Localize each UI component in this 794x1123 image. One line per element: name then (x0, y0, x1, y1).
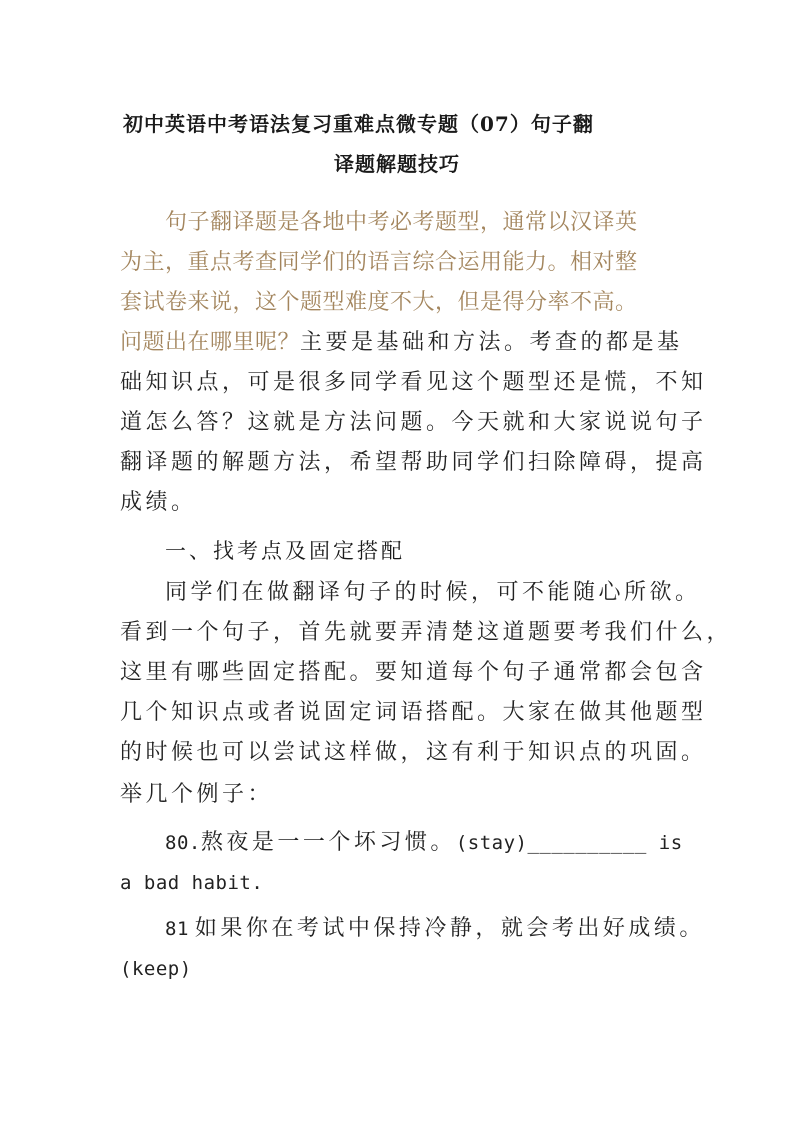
section-1-line-4: 几个知识点或者说固定词语搭配。大家在做其他题型 (120, 700, 707, 725)
intro-line-6: 道怎么答？这就是方法问题。今天就和大家说说句子 (120, 410, 707, 435)
section-1-line-5: 的时候也可以尝试这样做，这有利于知识点的巩固。 (120, 740, 707, 765)
intro-line-5: 础知识点，可是很多同学看见这个题型还是慌，不知 (120, 370, 707, 395)
intro-line-4 (120, 328, 683, 358)
example-81 (165, 914, 705, 944)
example-80-continuation: a bad habit. (120, 872, 264, 894)
intro-line-4-rest: 主要是基础和方法。考查的都是基 (300, 330, 683, 355)
intro-line-8: 成绩。 (120, 490, 197, 515)
example-80-number: 80. (165, 832, 201, 854)
section-1-line-2: 看到一个句子，首先就要弄清楚这道题要考我们什么， (120, 620, 733, 645)
document-title-line-1: 初中英语中考语法复习重难点微专题（07）句子翻 (123, 112, 594, 136)
document-title-line-2: 译题解题技巧 (334, 152, 460, 176)
example-81-number: 81 (165, 918, 189, 940)
example-80-english: (stay)__________ is (455, 832, 683, 854)
example-81-chinese: 如果你在考试中保持冷静，就会考出好成绩。 (194, 916, 705, 941)
intro-line-2: 为主，重点考查同学们的语言综合运用能力。相对整 (120, 250, 638, 275)
intro-line-1: 句子翻译题是各地中考必考题型，通常以汉译英 (165, 210, 638, 235)
intro-line-7: 翻译题的解题方法，希望帮助同学们扫除障碍，提高 (120, 450, 707, 475)
section-1-line-3: 这里有哪些固定搭配。要知道每个句子通常都会包含 (120, 660, 707, 685)
section-1-line-1: 同学们在做翻译句子的时候，可不能随心所欲。 (165, 580, 701, 605)
example-80-chinese: 熬夜是一一个坏习惯。 (200, 830, 456, 855)
section-1-line-6: 举几个例子： (120, 782, 274, 807)
example-81-continuation: (keep) (120, 958, 192, 980)
intro-line-4-accent: 问题出在哪里呢？ (120, 330, 301, 355)
section-1-heading: 一、找考点及固定搭配 (165, 539, 405, 563)
intro-line-3: 套试卷来说，这个题型难度不大，但是得分率不高。 (120, 290, 638, 315)
example-80 (165, 828, 683, 858)
